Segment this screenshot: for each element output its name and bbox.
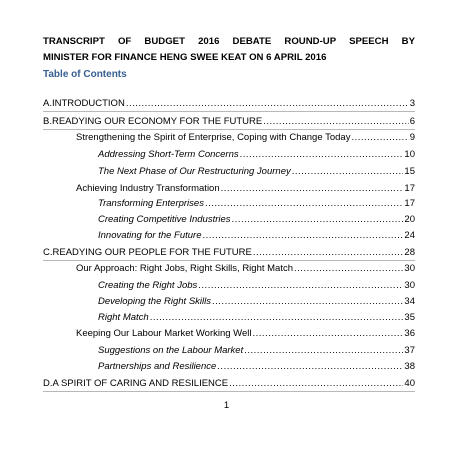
document-title-line-2: MINISTER FOR FINANCE HENG SWEE KEAT ON 6 APRIL 2016 [43,52,327,63]
toc-dot-leader [292,166,404,178]
toc-entry-number: C. [43,247,53,258]
toc-dot-leader [252,328,403,340]
toc-entry-page: 17 [404,183,415,194]
toc-dot-leader [240,149,404,161]
toc-separator-line [43,391,415,392]
toc-entry[interactable] [76,328,415,340]
toc-entry-page: 40 [404,378,415,389]
toc-entry[interactable] [43,98,415,110]
toc-entry-title: A SPIRIT OF CARING AND RESILIENCE [52,378,229,389]
toc-entry-title: Creating the Right Jobs [98,280,198,291]
toc-separator-line [43,260,415,261]
toc-entry-page: 38 [404,361,415,372]
toc-entry[interactable] [43,378,415,390]
toc-entry-title: READYING OUR ECONOMY FOR THE FUTURE [51,116,263,127]
toc-entry[interactable] [98,296,415,308]
toc-entry-title: Partnerships and Resilience [98,361,217,372]
toc-entry-page: 30 [404,263,415,274]
toc-entry-page: 37 [404,345,415,356]
toc-entry[interactable] [76,263,415,275]
toc-entry-page: 35 [404,312,415,323]
toc-entry-number: D. [43,378,53,389]
toc-entry[interactable] [98,361,415,373]
toc-entry-page: 10 [404,149,415,160]
toc-entry-title: Developing the Right Skills [98,296,212,307]
toc-entry[interactable] [98,312,415,324]
document-title [43,34,415,66]
toc-entry[interactable] [98,166,415,178]
toc-entry-title: Innovating for the Future [98,230,202,241]
toc-entry[interactable] [98,198,415,210]
toc-entry-title: READYING OUR PEOPLE FOR THE FUTURE [52,247,252,258]
toc-entry-title: Strengthening the Spirit of Enterprise, Coping with Change Today [76,132,351,143]
toc-entry-page: 30 [404,280,415,291]
toc-separator-line [43,111,415,112]
toc-entry[interactable] [98,280,415,292]
toc-entry[interactable] [43,116,415,128]
toc-entry-title: Keeping Our Labour Market Working Well [76,328,252,339]
toc-entry-page: 24 [404,230,415,241]
toc-dot-leader [217,361,403,373]
toc-entry-title: Right Match [98,312,149,323]
toc-entry[interactable] [98,149,415,161]
toc-dot-leader [126,98,409,110]
toc-dot-leader [351,132,408,144]
toc-dot-leader [212,296,403,308]
toc-dot-leader [198,280,403,292]
toc-entry-page: 28 [404,247,415,258]
toc-heading: Table of Contents [43,69,127,80]
toc-entry-title: The Next Phase of Our Restructuring Journey [98,166,291,177]
toc-dot-leader [221,183,404,195]
toc-entry-title: Transforming Enterprises [98,198,204,209]
toc-entry[interactable] [43,247,415,259]
toc-dot-leader [253,247,404,259]
toc-entry-page: 15 [404,166,415,177]
toc-dot-leader [203,230,404,242]
toc-entry-title: Suggestions on the Labour Market [98,345,244,356]
toc-dot-leader [294,263,403,275]
toc-entry[interactable] [98,230,415,242]
toc-entry-page: 17 [404,198,415,209]
toc-entry[interactable] [76,132,415,144]
toc-dot-leader [150,312,404,324]
page-number: 1 [223,400,230,411]
toc-dot-leader [244,345,403,357]
toc-dot-leader [232,214,404,226]
toc-entry-number: B. [43,116,52,127]
toc-entry-page: 20 [404,214,415,225]
toc-dot-leader [229,378,403,390]
toc-entry-page: 34 [404,296,415,307]
toc-entry[interactable] [76,183,415,195]
toc-entry[interactable] [98,214,415,226]
toc-entry-page: 36 [404,328,415,339]
toc-entry-number: A. [43,98,52,109]
toc-entry-page: 9 [409,132,415,143]
toc-entry-title: INTRODUCTION [51,98,125,109]
document-title-line-1: TRANSCRIPT OF BUDGET 2016 DEBATE ROUND-UP SPEECH BY [43,36,415,47]
toc-entry-page: 6 [409,116,415,127]
toc-dot-leader [205,198,403,210]
toc-dot-leader [263,116,408,128]
toc-entry-title: Achieving Industry Transformation [76,183,220,194]
toc-entry-title: Our Approach: Right Jobs, Right Skills, Right Match [76,263,294,274]
toc-entry-title: Creating Competitive Industries [98,214,231,225]
toc-entry-page: 3 [409,98,415,109]
toc-separator-line [43,129,415,130]
toc-entry-title: Addressing Short-Term Concerns [98,149,239,160]
toc-entry[interactable] [98,345,415,357]
